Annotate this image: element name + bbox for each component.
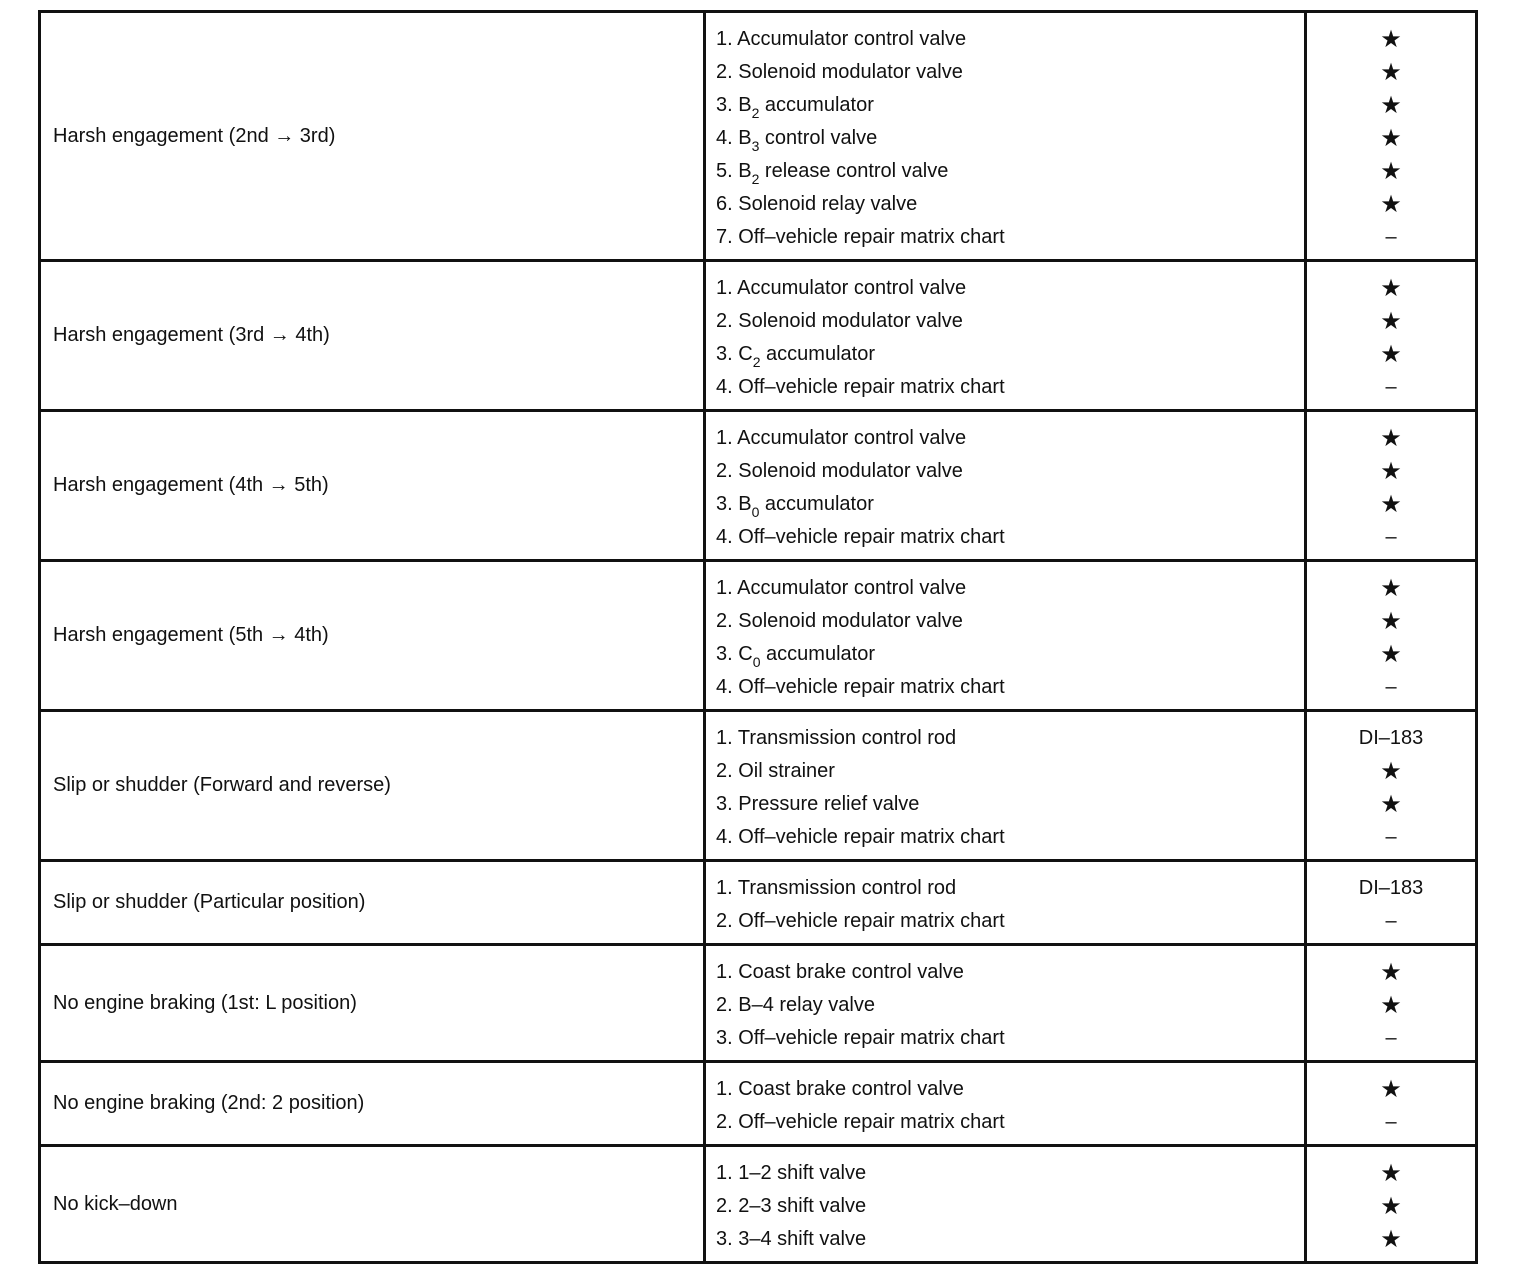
item-text-suffix: control valve — [759, 127, 878, 149]
table-row — [40, 945, 1477, 1062]
symptom-cell — [40, 1146, 705, 1263]
star-icon: ★ — [1380, 341, 1402, 368]
symptom-cell — [40, 561, 705, 711]
suspect-area-item — [716, 905, 1304, 938]
table-row — [40, 1062, 1477, 1146]
suspect-area-cell — [705, 945, 1306, 1062]
item-subscript: 3 — [751, 138, 760, 154]
suspect-area-item — [716, 122, 1304, 155]
table-row — [40, 561, 1477, 711]
suspect-area-item — [716, 821, 1304, 854]
suspect-area-item — [716, 272, 1304, 305]
item-text: 1. Accumulator control valve — [716, 427, 967, 449]
item-text: 4. Off–vehicle repair matrix chart — [716, 526, 1005, 548]
suspect-area-item — [716, 305, 1304, 338]
star-icon: ★ — [1380, 308, 1402, 335]
star-icon: ★ — [1380, 26, 1402, 53]
suspect-area-cell — [705, 411, 1306, 561]
suspect-area-item — [716, 755, 1304, 788]
suspect-area-item — [716, 1106, 1304, 1139]
dash-mark: – — [1385, 376, 1397, 398]
suspect-area-item — [716, 221, 1304, 254]
item-text: 5. B — [716, 160, 752, 182]
reference-cell — [1306, 861, 1477, 945]
item-text: 2. Oil strainer — [716, 760, 835, 782]
symptom-text: No engine braking (1st: L position) — [53, 991, 357, 1014]
dash-mark: – — [1385, 910, 1397, 932]
suspect-area-cell — [705, 561, 1306, 711]
symptom-text: Harsh engagement (2nd → 3rd) — [53, 124, 336, 147]
star-icon: ★ — [1380, 92, 1402, 119]
suspect-area-item — [716, 1190, 1304, 1223]
star-icon: ★ — [1380, 1160, 1402, 1187]
page-reference: DI–183 — [1358, 877, 1424, 899]
suspect-area-item — [716, 989, 1304, 1022]
suspect-area-item — [716, 338, 1304, 371]
suspect-area-item — [716, 488, 1304, 521]
reference-cell — [1306, 1146, 1477, 1263]
item-subscript: 2 — [751, 105, 760, 121]
suspect-area-item — [716, 155, 1304, 188]
suspect-area-cell — [705, 261, 1306, 411]
item-text: 3. B — [716, 493, 752, 515]
symptom-cell — [40, 861, 705, 945]
star-icon: ★ — [1380, 59, 1402, 86]
symptom-text: No engine braking (2nd: 2 position) — [53, 1092, 365, 1114]
symptom-cell — [40, 261, 705, 411]
item-text: 4. Off–vehicle repair matrix chart — [716, 376, 1005, 398]
suspect-area-item — [716, 1157, 1304, 1190]
suspect-area-item — [716, 1223, 1304, 1256]
item-text: 2. B–4 relay valve — [716, 994, 875, 1016]
item-subscript: 2 — [752, 354, 761, 370]
star-icon: ★ — [1380, 275, 1402, 302]
suspect-area-item — [716, 56, 1304, 89]
item-text: 3. C — [716, 343, 753, 365]
symptom-text: Harsh engagement (4th → 5th) — [53, 474, 329, 496]
item-text: 6. Solenoid relay valve — [716, 193, 918, 215]
item-text: 3. C — [716, 643, 753, 665]
table-row — [40, 12, 1477, 261]
item-text: 1. Coast brake control valve — [716, 961, 964, 983]
item-text: 2. Solenoid modulator valve — [716, 460, 963, 482]
suspect-area-item — [716, 788, 1304, 821]
item-text: 1. Transmission control rod — [716, 877, 957, 899]
suspect-area-item — [716, 188, 1304, 221]
item-text: 3. Pressure relief valve — [716, 793, 920, 815]
item-text: 2. Off–vehicle repair matrix chart — [716, 1111, 1005, 1133]
star-icon: ★ — [1380, 425, 1402, 452]
star-icon: ★ — [1380, 575, 1402, 602]
star-icon: ★ — [1380, 608, 1402, 635]
suspect-area-item — [716, 671, 1304, 704]
table-row — [40, 861, 1477, 945]
reference-cell — [1306, 561, 1477, 711]
item-text: 1. Coast brake control valve — [716, 1078, 964, 1100]
symptom-cell — [40, 411, 705, 561]
item-text: 3. 3–4 shift valve — [716, 1228, 867, 1250]
symptom-text: Harsh engagement (3rd → 4th) — [53, 324, 330, 346]
item-text-suffix: accumulator — [760, 343, 875, 365]
item-text: 3. Off–vehicle repair matrix chart — [716, 1027, 1005, 1049]
suspect-area-item — [716, 371, 1304, 404]
suspect-area-item — [716, 455, 1304, 488]
suspect-area-cell — [705, 1146, 1306, 1263]
suspect-area-item — [716, 23, 1304, 56]
symptom-text: Harsh engagement (5th → 4th) — [53, 624, 329, 646]
reference-cell — [1306, 261, 1477, 411]
dash-mark: – — [1385, 226, 1397, 248]
suspect-area-item — [716, 872, 1304, 905]
item-text-suffix: release control valve — [759, 160, 949, 182]
suspect-area-item — [716, 89, 1304, 122]
suspect-area-item — [716, 638, 1304, 671]
suspect-area-cell — [705, 12, 1306, 261]
dash-mark: – — [1385, 526, 1397, 548]
item-text: 1. Accumulator control valve — [716, 577, 967, 599]
star-icon: ★ — [1380, 641, 1402, 668]
item-subscript: 0 — [752, 654, 761, 670]
page-reference: DI–183 — [1358, 727, 1424, 749]
reference-cell — [1306, 411, 1477, 561]
reference-cell — [1306, 945, 1477, 1062]
table-row — [40, 1146, 1477, 1263]
item-text-suffix: accumulator — [760, 643, 875, 665]
item-text: 2. 2–3 shift valve — [716, 1195, 867, 1217]
item-text: 1. Accumulator control valve — [716, 277, 967, 299]
item-text: 7. Off–vehicle repair matrix chart — [716, 226, 1005, 248]
table-row — [40, 411, 1477, 561]
item-text: 4. Off–vehicle repair matrix chart — [716, 826, 1005, 848]
symptom-text: No kick–down — [53, 1192, 178, 1215]
star-icon: ★ — [1380, 1193, 1402, 1220]
item-text: 2. Solenoid modulator valve — [716, 61, 963, 83]
troubleshooting-table — [38, 10, 1478, 1264]
suspect-area-item — [716, 722, 1304, 755]
suspect-area-item — [716, 422, 1304, 455]
symptom-cell — [40, 12, 705, 261]
item-text: 1. Transmission control rod — [716, 727, 957, 749]
star-icon: ★ — [1380, 992, 1402, 1019]
symptom-cell — [40, 711, 705, 861]
item-text: 2. Solenoid modulator valve — [716, 610, 963, 632]
star-icon: ★ — [1380, 758, 1402, 785]
reference-cell — [1306, 711, 1477, 861]
symptom-text: Slip or shudder (Particular position) — [53, 891, 366, 913]
item-text: 2. Solenoid modulator valve — [716, 310, 963, 332]
item-text: 2. Off–vehicle repair matrix chart — [716, 910, 1005, 932]
symptom-cell — [40, 1062, 705, 1146]
item-text: 1. Accumulator control valve — [716, 28, 967, 50]
suspect-area-item — [716, 605, 1304, 638]
star-icon: ★ — [1380, 191, 1402, 218]
item-text: 4. Off–vehicle repair matrix chart — [716, 676, 1005, 698]
star-icon: ★ — [1380, 125, 1402, 152]
item-text: 4. B — [716, 127, 752, 149]
item-subscript: 2 — [751, 171, 760, 187]
dash-mark: – — [1385, 826, 1397, 848]
suspect-area-cell — [705, 861, 1306, 945]
item-text: 3. B — [716, 94, 752, 116]
item-text-suffix: accumulator — [759, 94, 874, 116]
reference-cell — [1306, 12, 1477, 261]
dash-mark: – — [1385, 676, 1397, 698]
suspect-area-cell — [705, 1062, 1306, 1146]
star-icon: ★ — [1380, 458, 1402, 485]
star-icon: ★ — [1380, 959, 1402, 986]
item-subscript: 0 — [751, 504, 760, 520]
suspect-area-item — [716, 956, 1304, 989]
star-icon: ★ — [1380, 491, 1402, 518]
reference-cell — [1306, 1062, 1477, 1146]
dash-mark: – — [1385, 1111, 1397, 1133]
star-icon: ★ — [1380, 791, 1402, 818]
suspect-area-cell — [705, 711, 1306, 861]
table-row — [40, 261, 1477, 411]
table-row — [40, 711, 1477, 861]
star-icon: ★ — [1380, 158, 1402, 185]
suspect-area-item — [716, 521, 1304, 554]
item-text-suffix: accumulator — [759, 493, 874, 515]
star-icon: ★ — [1380, 1226, 1402, 1253]
suspect-area-item — [716, 1022, 1304, 1055]
suspect-area-item — [716, 572, 1304, 605]
dash-mark: – — [1385, 1027, 1397, 1049]
table-body — [40, 12, 1477, 1263]
symptom-cell — [40, 945, 705, 1062]
suspect-area-item — [716, 1073, 1304, 1106]
star-icon: ★ — [1380, 1076, 1402, 1103]
item-text: 1. 1–2 shift valve — [716, 1162, 867, 1184]
symptom-text: Slip or shudder (Forward and reverse) — [53, 774, 391, 796]
